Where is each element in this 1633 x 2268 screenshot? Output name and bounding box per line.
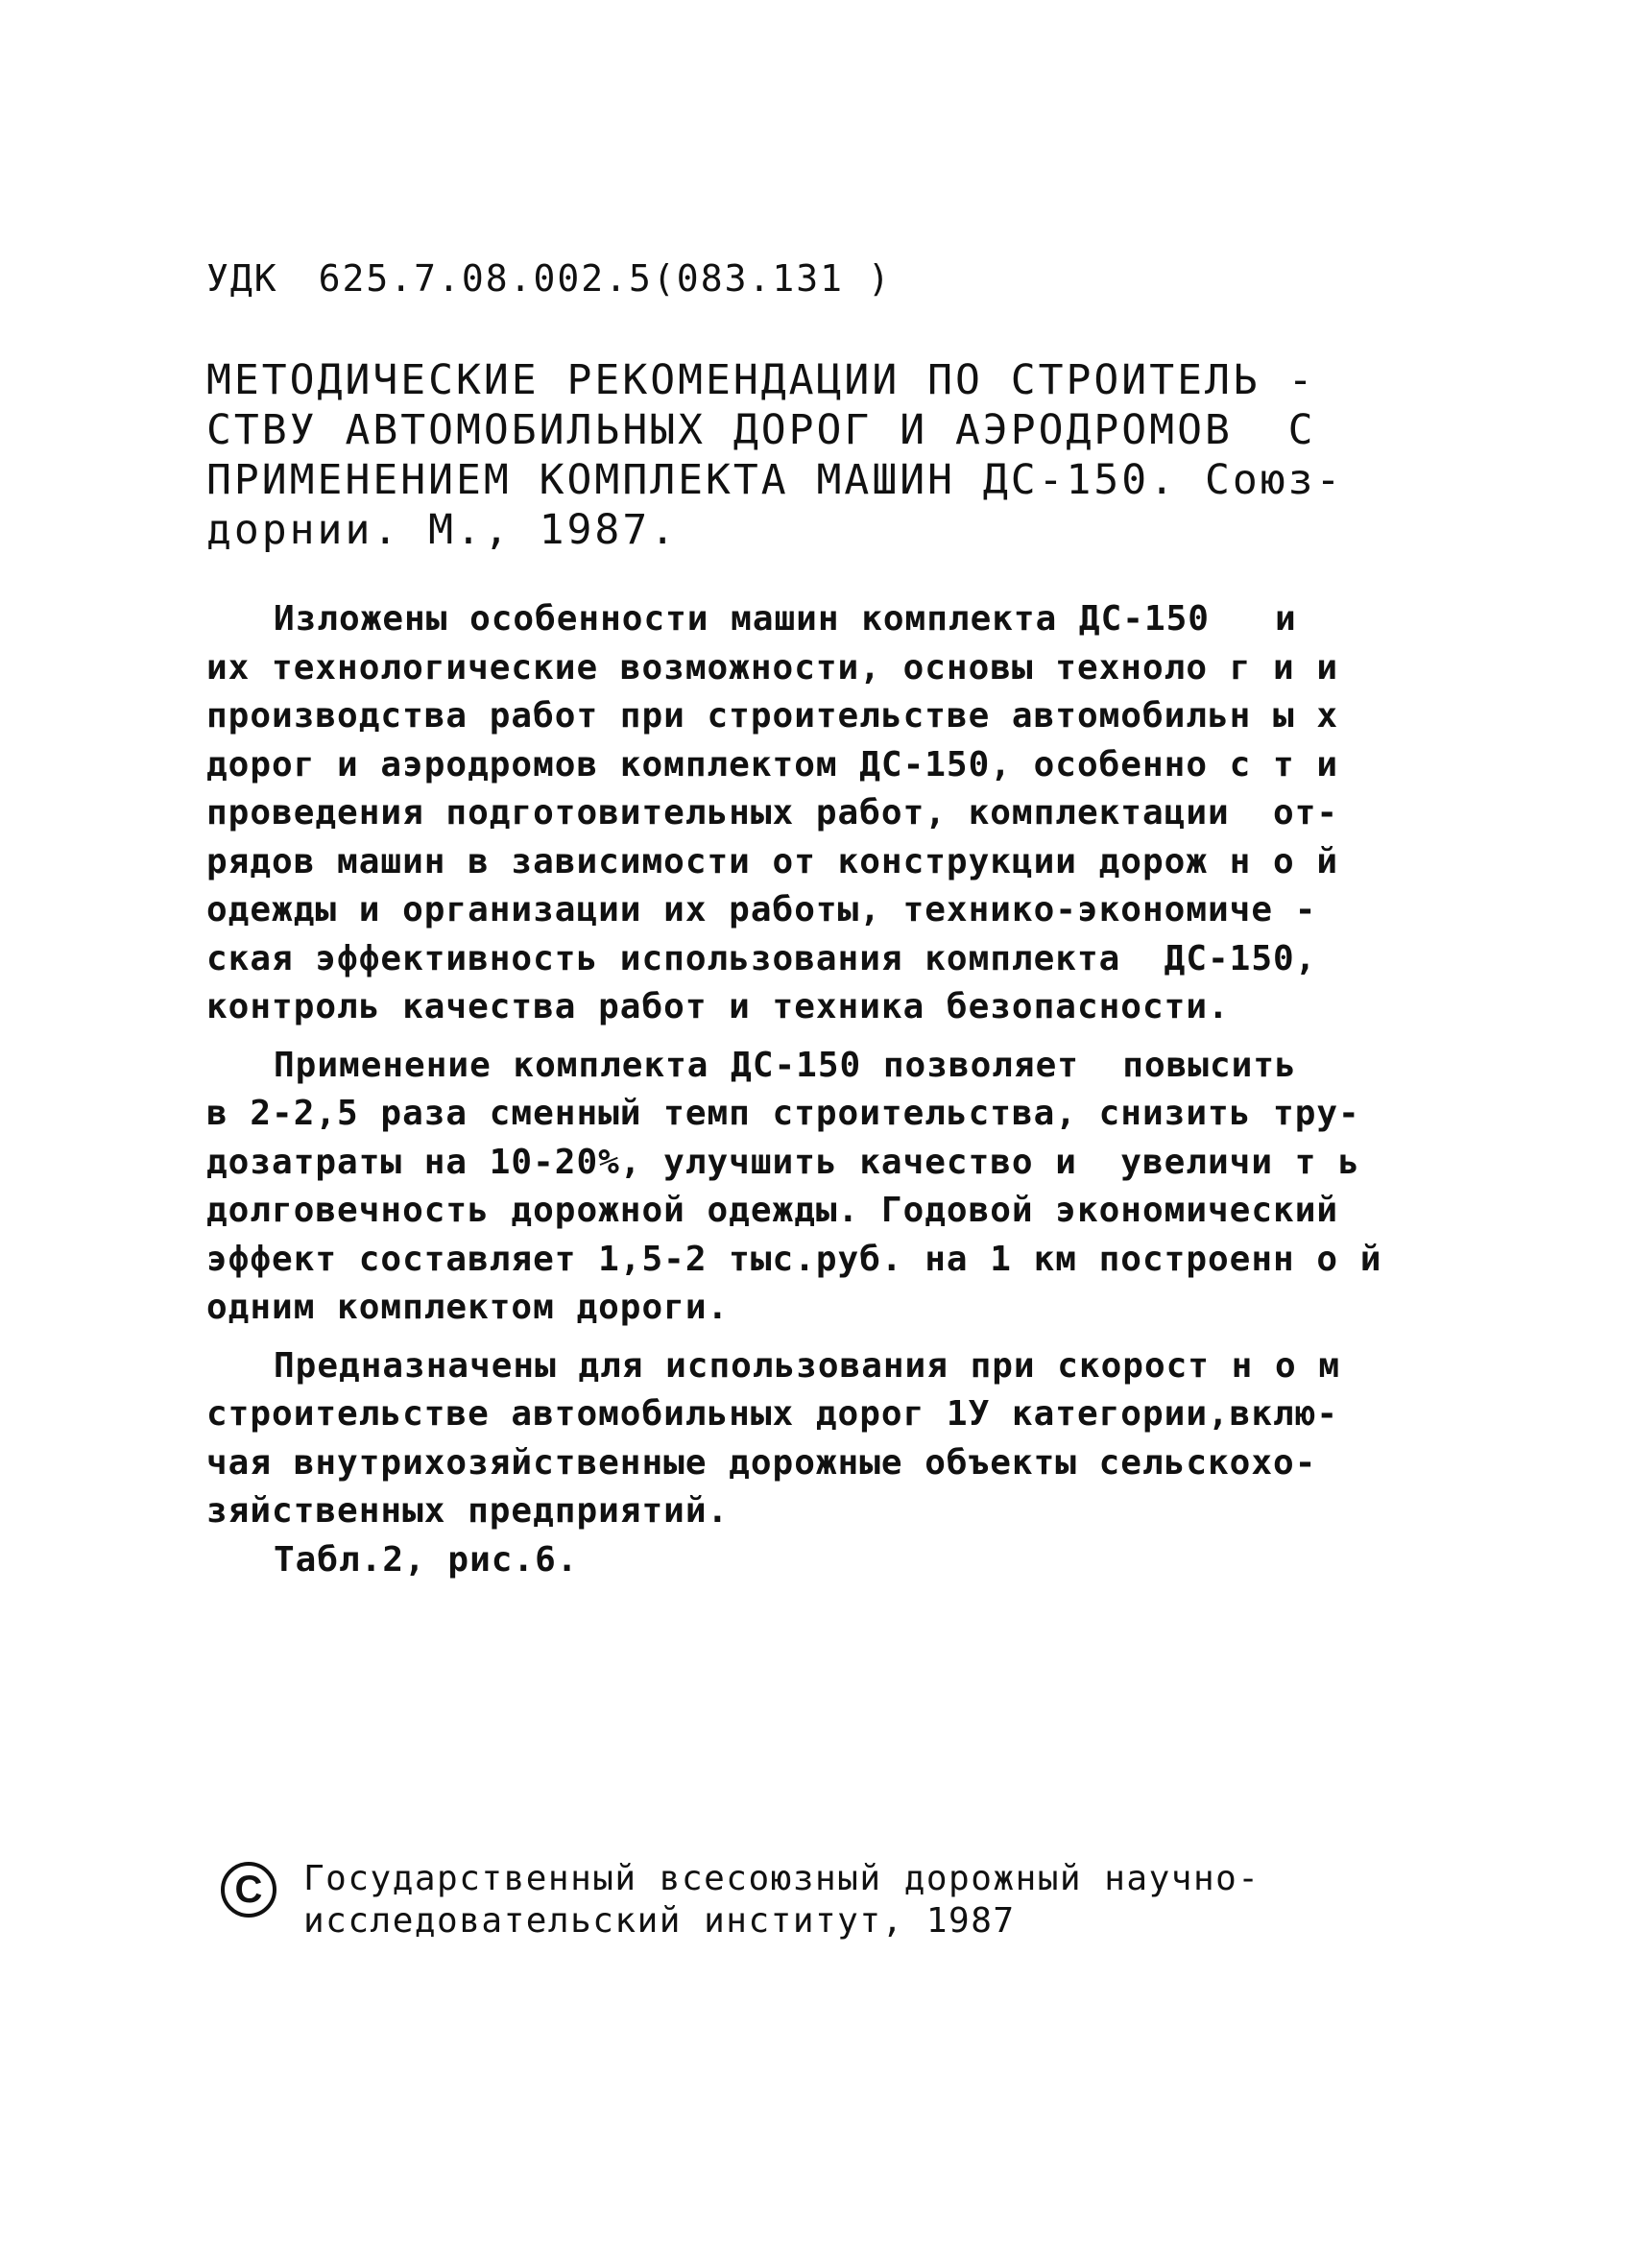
abstract-line: рядов машин в зависимости от конструкции дорож н о й: [206, 841, 1339, 881]
udk-line: [206, 257, 892, 300]
abstract-line: проведения подготовительных работ, комплектации от-: [206, 793, 1339, 832]
tables-figures-count: Табл.2, рис.6.: [274, 1539, 579, 1580]
copyright-line: Государственный всесоюзный дорожный научно-: [303, 1859, 1261, 1898]
title-line: СТВУ АВТОМОБИЛЬНЫХ ДОРОГ И АЭРОДРОМОВ С: [206, 406, 1316, 454]
abstract-line: Изложены особенности машин комплекта ДС-150 и: [274, 599, 1297, 639]
copyright-line: исследовательский институт, 1987: [303, 1901, 1016, 1941]
abstract: [206, 595, 1445, 1584]
abstract-paragraph-3: [206, 1342, 1445, 1536]
document-title: [206, 355, 1454, 555]
copyright-icon: C: [221, 1862, 276, 1918]
abstract-line: контроль качества работ и техника безопасности.: [206, 987, 1230, 1026]
title-line: МЕТОДИЧЕСКИЕ РЕКОМЕНДАЦИИ ПО СТРОИТЕЛЬ -: [206, 356, 1316, 404]
paragraph-gap: [206, 1333, 1445, 1342]
abstract-line: Применение комплекта ДС-150 позволяет повысить: [274, 1045, 1297, 1085]
abstract-line: Предназначены для использования при скорост н о м: [274, 1345, 1341, 1386]
paragraph-gap: [206, 1032, 1445, 1042]
copyright-text: [303, 1858, 1260, 1942]
abstract-line: ская эффективность использования комплекта ДС-150,: [206, 938, 1317, 978]
udk-label: УДК: [206, 257, 278, 300]
abstract-line: их технологические возможности, основы техноло г и и: [206, 647, 1339, 688]
abstract-line: чая внутрихозяйственные дорожные объекты сельскохо-: [206, 1442, 1317, 1483]
abstract-line: дозатраты на 10-20%, улучшить качество и увеличи т ь: [206, 1142, 1360, 1182]
udk-code: 625.7.08.002.5(083.131 ): [318, 257, 892, 300]
abstract-line: дорог и аэродромов комплектом ДС-150, особенно с т и: [206, 744, 1339, 784]
title-line: ПРИМЕНЕНИЕМ КОМПЛЕКТА МАШИН ДС-150. Союз-: [206, 456, 1344, 504]
abstract-line: одежды и организации их работы, технико-экономиче -: [206, 890, 1317, 929]
abstract-paragraph-2: [206, 1042, 1445, 1333]
abstract-line: в 2-2,5 раза сменный темп строительства, снизить тру-: [206, 1094, 1360, 1133]
copyright-block: [221, 1858, 1469, 1942]
abstract-paragraph-1: [206, 595, 1445, 1032]
abstract-line: эффект составляет 1,5-2 тыс.руб. на 1 км построенн о й: [206, 1239, 1382, 1279]
title-line: дорнии. М., 1987.: [206, 506, 679, 554]
abstract-line: зяйственных предприятий.: [206, 1491, 730, 1531]
abstract-line: одним комплектом дороги.: [206, 1288, 730, 1327]
abstract-line: производства работ при строительстве автомобильн ы х: [206, 696, 1339, 736]
abstract-line: долговечность дорожной одежды. Годовой экономический: [206, 1191, 1339, 1230]
abstract-line: строительстве автомобильных дорог 1У категории,вклю-: [206, 1394, 1339, 1434]
